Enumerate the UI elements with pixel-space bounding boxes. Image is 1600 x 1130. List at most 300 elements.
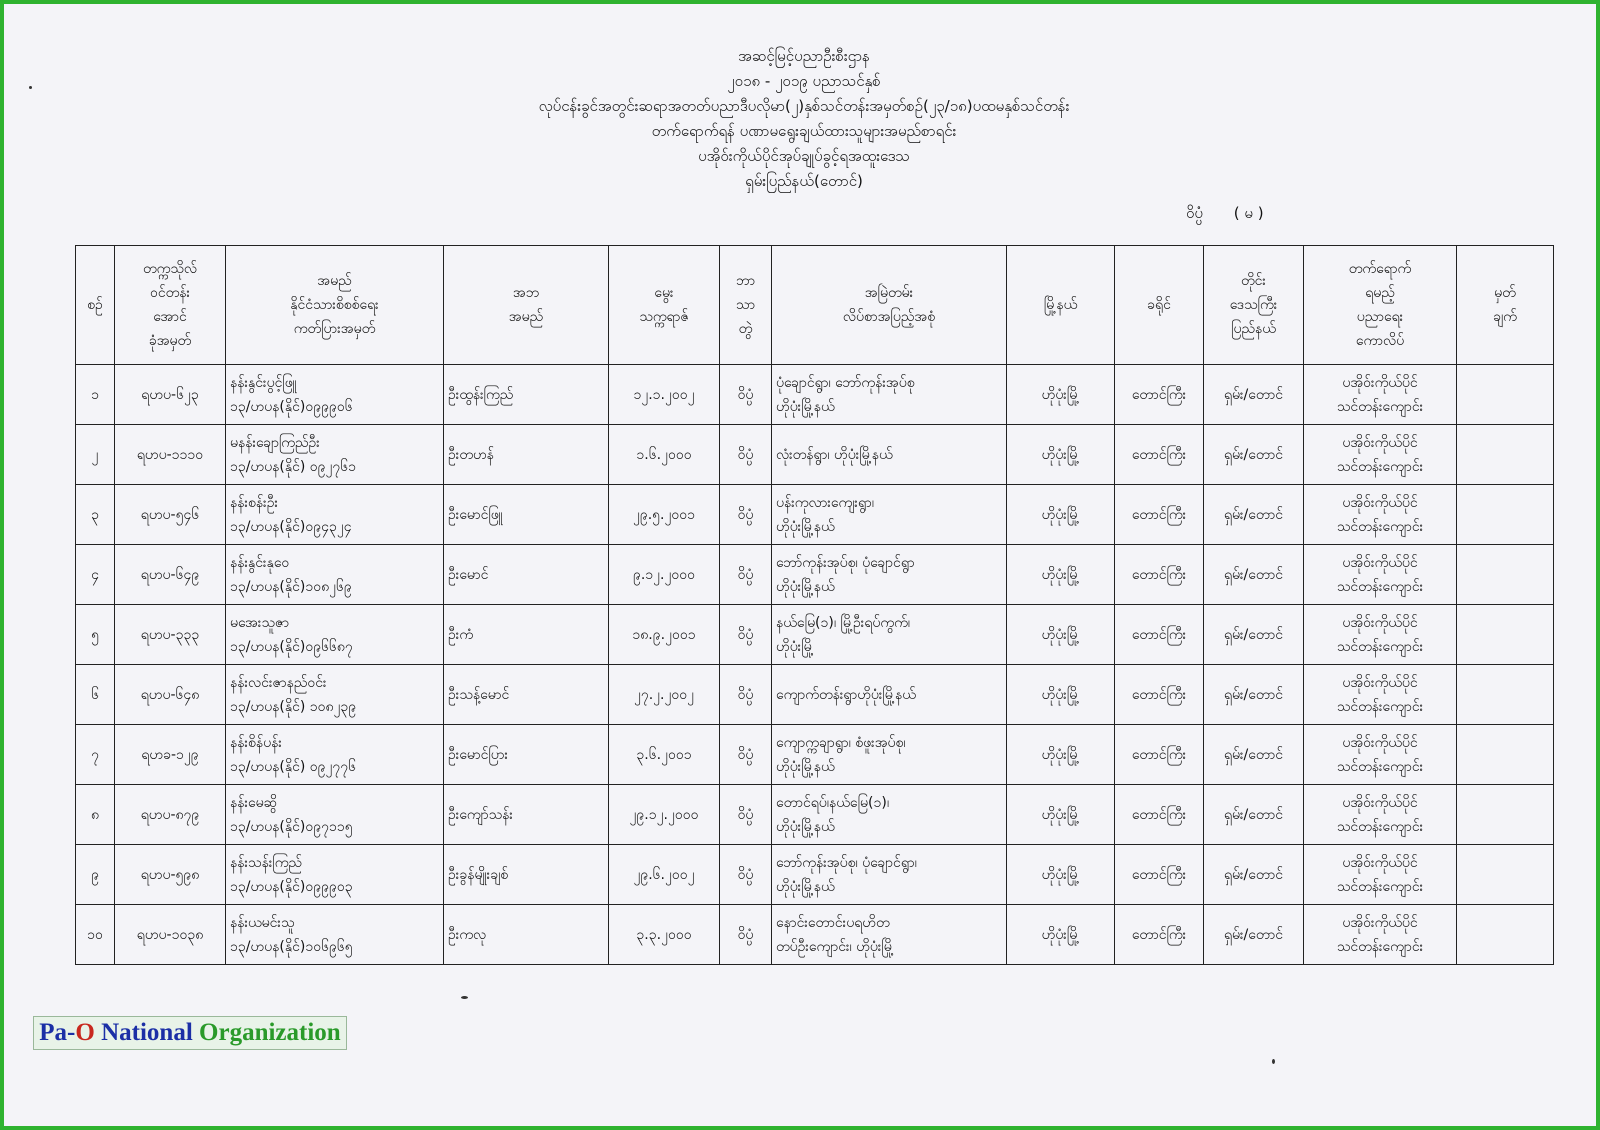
cell-district-text: တောင်ကြီး xyxy=(1131,566,1187,583)
column-header-text: ဘာ xyxy=(735,273,756,289)
gender-label: ဝိပ္ပံ xyxy=(1186,204,1203,222)
cell-serial-text: ၃ xyxy=(91,506,99,523)
cell-father-name xyxy=(444,485,609,545)
cell-father-name xyxy=(444,785,609,845)
cell-college xyxy=(1304,485,1457,545)
cell-serial xyxy=(76,725,115,785)
column-header xyxy=(1304,246,1457,365)
cell-state-text: ရှမ်း/တောင် xyxy=(1223,566,1284,583)
cell-college-text: ပအိုဝ်းကိုယ်ပိုင် xyxy=(1342,434,1418,451)
cell-serial-text: ၂ xyxy=(91,446,99,463)
cell-township xyxy=(1007,425,1115,485)
cell-serial-text: ၅ xyxy=(91,626,99,643)
cell-college xyxy=(1304,425,1457,485)
cell-father-name-text: ဦးကလု xyxy=(448,926,487,943)
scan-speck xyxy=(1272,1059,1275,1064)
cell-serial xyxy=(76,665,115,725)
cell-serial xyxy=(76,425,115,485)
cell-college-text: ပအိုဝ်းကိုယ်ပိုင် xyxy=(1342,854,1418,871)
column-header-text: သာ xyxy=(735,297,756,313)
cell-college-text: သင်တန်းကျောင်း xyxy=(1336,518,1424,535)
cell-college-text: ပအိုဝ်းကိုယ်ပိုင် xyxy=(1342,554,1418,571)
cell-state xyxy=(1204,605,1304,665)
cell-college-text: ပအိုဝ်းကိုယ်ပိုင် xyxy=(1342,494,1418,511)
cell-name-nrc-text: နန်းနွင်းပွင့်ဖြူ xyxy=(230,374,297,391)
column-header-text: အောင် xyxy=(153,309,187,325)
column-header-text: မြို့နယ် xyxy=(1043,297,1078,313)
cell-name-nrc-text: မနန်းချောကြည်ဦး xyxy=(230,434,320,451)
cell-date-of-birth-text: ၂၉.၅.၂၀၀၁ xyxy=(632,506,696,523)
column-header-text: အမည် xyxy=(317,273,352,289)
cell-state-text: ရှမ်း/တောင် xyxy=(1223,626,1284,643)
column-header-text: တိုင်း xyxy=(1241,273,1266,289)
cell-address xyxy=(772,905,1007,965)
header-line: ၂၀၁၈ - ၂၀၁၉ ပညာသင်နှစ် xyxy=(727,72,881,90)
cell-date-of-birth xyxy=(609,725,720,785)
cell-date-of-birth xyxy=(609,545,720,605)
table-row xyxy=(76,365,1554,425)
column-header-text: ခုံအမှတ် xyxy=(148,333,192,349)
column-header xyxy=(115,246,226,365)
cell-district-text: တောင်ကြီး xyxy=(1131,806,1187,823)
cell-district-text: တောင်ကြီး xyxy=(1131,746,1187,763)
cell-state xyxy=(1204,725,1304,785)
cell-subject-text: ဝိပ္ပံ xyxy=(737,806,754,823)
cell-district xyxy=(1115,725,1204,785)
cell-name-nrc xyxy=(226,425,444,485)
cell-district-text: တောင်ကြီး xyxy=(1131,686,1187,703)
logo-text-o: O xyxy=(75,1019,95,1046)
cell-date-of-birth-text: ၂၉.၆.၂၀၀၂ xyxy=(633,866,695,883)
cell-address-text: ဟိုပုံးမြို့ xyxy=(776,638,814,655)
cell-district xyxy=(1115,485,1204,545)
cell-township-text: ဟိုပုံးမြို့ xyxy=(1041,806,1080,823)
table-row xyxy=(76,845,1554,905)
cell-state xyxy=(1204,365,1304,425)
cell-college-text: သင်တန်းကျောင်း xyxy=(1336,938,1424,955)
column-header xyxy=(1204,246,1304,365)
cell-state xyxy=(1204,545,1304,605)
table-row xyxy=(76,425,1554,485)
cell-roll-number xyxy=(115,605,226,665)
document-header xyxy=(4,44,1600,194)
cell-remark xyxy=(1457,545,1554,605)
cell-serial-text: ၄ xyxy=(91,566,99,583)
column-header-text: သက္ကရာဇ် xyxy=(639,309,689,325)
column-header-text: စဉ် xyxy=(87,297,103,313)
cell-state-text: ရှမ်း/တောင် xyxy=(1223,926,1284,943)
cell-address-text: ဟိုပုံးမြို့နယ် xyxy=(776,758,835,775)
cell-remark xyxy=(1457,665,1554,725)
cell-remark xyxy=(1457,365,1554,425)
cell-college-text: ပအိုဝ်းကိုယ်ပိုင် xyxy=(1342,794,1418,811)
cell-serial-text: ၇ xyxy=(91,746,99,763)
cell-college-text: သင်တန်းကျောင်း xyxy=(1336,398,1424,415)
cell-college-text: ပအိုဝ်းကိုယ်ပိုင် xyxy=(1342,914,1418,931)
cell-roll-number-text: ရဟပ-၅၄၆ xyxy=(140,506,200,523)
cell-name-nrc-text: ၁၃/ဟပန(နိုင်)၁၀၆၉၆၅ xyxy=(230,938,353,955)
cell-state-text: ရှမ်း/တောင် xyxy=(1223,746,1284,763)
cell-address xyxy=(772,845,1007,905)
cell-remark xyxy=(1457,725,1554,785)
cell-roll-number xyxy=(115,665,226,725)
cell-roll-number-text: ရဟပ-၈၇၉ xyxy=(140,806,200,823)
cell-district-text: တောင်ကြီး xyxy=(1131,446,1187,463)
cell-name-nrc xyxy=(226,845,444,905)
column-header xyxy=(76,246,115,365)
cell-date-of-birth xyxy=(609,845,720,905)
cell-name-nrc xyxy=(226,365,444,425)
cell-address-text: ဟိုပုံးမြို့နယ် xyxy=(776,578,835,595)
cell-district xyxy=(1115,785,1204,845)
cell-township xyxy=(1007,725,1115,785)
cell-township-text: ဟိုပုံးမြို့ xyxy=(1041,506,1080,523)
column-header-text: ချက် xyxy=(1493,309,1517,325)
cell-subject-text: ဝိပ္ပံ xyxy=(737,926,754,943)
cell-college-text: သင်တန်းကျောင်း xyxy=(1336,458,1424,475)
cell-roll-number xyxy=(115,425,226,485)
cell-district xyxy=(1115,545,1204,605)
cell-college-text: ပအိုဝ်းကိုယ်ပိုင် xyxy=(1342,614,1418,631)
table-header xyxy=(76,246,1554,365)
cell-roll-number xyxy=(115,545,226,605)
table-row xyxy=(76,785,1554,845)
cell-district xyxy=(1115,905,1204,965)
cell-township xyxy=(1007,665,1115,725)
column-header xyxy=(226,246,444,365)
column-header-text: ပညာရေး xyxy=(1356,309,1404,325)
candidate-table xyxy=(75,245,1554,965)
cell-name-nrc-text: နန်းနွင်းနုဝေ xyxy=(230,554,290,571)
cell-college-text: သင်တန်းကျောင်း xyxy=(1336,758,1424,775)
cell-state-text: ရှမ်း/တောင် xyxy=(1223,686,1284,703)
cell-roll-number-text: ရဟပ-၁၀၃၈ xyxy=(136,926,204,943)
cell-father-name-text: ဦးထွန်းကြည် xyxy=(448,386,514,403)
cell-state xyxy=(1204,425,1304,485)
cell-name-nrc-text: နန်းယမင်းသူ xyxy=(230,914,295,931)
column-header xyxy=(1457,246,1554,365)
cell-remark xyxy=(1457,485,1554,545)
cell-date-of-birth xyxy=(609,665,720,725)
cell-father-name-text: ဦးခွန်မျိုးချစ် xyxy=(448,866,509,883)
cell-subject xyxy=(720,665,772,725)
cell-date-of-birth xyxy=(609,605,720,665)
cell-address-text: ဟိုပုံးမြို့နယ် xyxy=(776,518,835,535)
cell-college xyxy=(1304,545,1457,605)
cell-address-text: နောင်းတောင်းပရဟိတ xyxy=(776,914,890,931)
cell-college-text: ပအိုဝ်းကိုယ်ပိုင် xyxy=(1342,734,1418,751)
table-row xyxy=(76,905,1554,965)
cell-name-nrc-text: ၁၃/ဟပန(နိုင်)၀၉၄၃၂၄ xyxy=(230,518,352,535)
table-row xyxy=(76,725,1554,785)
cell-college xyxy=(1304,845,1457,905)
cell-serial-text: ၁ xyxy=(91,386,99,403)
cell-address-text: ဟိုပုံးမြို့နယ် xyxy=(776,878,835,895)
cell-remark xyxy=(1457,845,1554,905)
cell-date-of-birth xyxy=(609,905,720,965)
logo-text-pa: Pa- xyxy=(39,1019,76,1046)
cell-college-text: သင်တန်းကျောင်း xyxy=(1336,578,1424,595)
column-header-text: ဝင်တန်း xyxy=(149,285,191,301)
scan-speck xyxy=(461,996,468,999)
cell-name-nrc-text: ၁၃/ဟပန(နိုင်)၁၀၈၂၆၉ xyxy=(230,578,352,595)
cell-township-text: ဟိုပုံးမြို့ xyxy=(1041,866,1080,883)
cell-roll-number-text: ရဟပ-၁၁၁၀ xyxy=(136,446,204,463)
table-row xyxy=(76,485,1554,545)
logo-text-national: National xyxy=(94,1019,200,1046)
cell-college xyxy=(1304,725,1457,785)
cell-father-name xyxy=(444,845,609,905)
cell-subject-text: ဝိပ္ပံ xyxy=(737,386,754,403)
cell-roll-number-text: ရဟခ-၁၂၉ xyxy=(141,746,199,763)
cell-township xyxy=(1007,845,1115,905)
cell-name-nrc-text: ၁၃/ဟပန(နိုင်) ၁၀၈၂၃၉ xyxy=(230,698,357,715)
cell-roll-number-text: ရဟပ-၃၃၃ xyxy=(140,626,200,643)
cell-roll-number-text: ရဟပ-၅၉၈ xyxy=(140,866,200,883)
column-header-text: ပြည်နယ် xyxy=(1231,321,1276,337)
column-header-text: ကတ်ပြားအမှတ် xyxy=(293,321,376,337)
cell-college-text: ပအိုဝ်းကိုယ်ပိုင် xyxy=(1342,674,1418,691)
cell-state-text: ရှမ်း/တောင် xyxy=(1223,506,1284,523)
cell-serial-text: ၁၀ xyxy=(87,926,103,943)
column-header-text: အဘ xyxy=(512,285,540,301)
cell-township-text: ဟိုပုံးမြို့ xyxy=(1041,566,1080,583)
cell-address xyxy=(772,665,1007,725)
cell-name-nrc-text: ၁၃/ဟပန(နိုင်)၀၉၇၁၁၅ xyxy=(230,818,353,835)
header-line: အဆင့်မြင့်ပညာဦးစီးဌာန xyxy=(738,47,870,65)
column-header xyxy=(1115,246,1204,365)
cell-name-nrc-text: မအေးသူဇာ xyxy=(230,614,290,631)
cell-father-name xyxy=(444,665,609,725)
cell-township xyxy=(1007,605,1115,665)
cell-subject xyxy=(720,545,772,605)
cell-state xyxy=(1204,485,1304,545)
cell-father-name-text: ဦးမောင်ဖြူ xyxy=(448,506,503,523)
cell-date-of-birth-text: ၂၇.၂.၂၀၀၂ xyxy=(633,686,695,703)
column-header-text: တက္ကသိုလ် xyxy=(143,261,197,277)
cell-township xyxy=(1007,485,1115,545)
cell-roll-number-text: ရဟပ-၆၄၈ xyxy=(140,686,200,703)
cell-subject xyxy=(720,845,772,905)
cell-father-name xyxy=(444,425,609,485)
header-line: တက်ရောက်ရန် ပဏာမရွေးချယ်ထားသူများအမည်စာရင်း xyxy=(651,122,957,140)
cell-college-text: ပအိုဝ်းကိုယ်ပိုင် xyxy=(1342,374,1418,391)
cell-name-nrc-text: ၁၃/ဟပန(နိုင်) ၀၉၂၇၆၁ xyxy=(230,458,357,475)
cell-address-text: ဘော်ကုန်းအုပ်စု၊ ပုံချောင်ရွာ၊ xyxy=(776,854,917,871)
cell-state-text: ရှမ်း/တောင် xyxy=(1223,866,1284,883)
cell-father-name-text: ဦးကံ xyxy=(448,626,474,643)
cell-remark xyxy=(1457,785,1554,845)
cell-college-text: သင်တန်းကျောင်း xyxy=(1336,638,1424,655)
cell-college-text: သင်တန်းကျောင်း xyxy=(1336,878,1424,895)
cell-address xyxy=(772,725,1007,785)
cell-address xyxy=(772,485,1007,545)
cell-subject-text: ဝိပ္ပံ xyxy=(737,506,754,523)
cell-subject xyxy=(720,905,772,965)
column-header xyxy=(720,246,772,365)
cell-address xyxy=(772,545,1007,605)
column-header-text: ရမည့် xyxy=(1365,285,1395,301)
cell-date-of-birth xyxy=(609,365,720,425)
column-header-text: မှတ် xyxy=(1494,285,1516,301)
table-body xyxy=(76,365,1554,965)
cell-district xyxy=(1115,365,1204,425)
cell-serial xyxy=(76,605,115,665)
cell-date-of-birth xyxy=(609,785,720,845)
cell-state xyxy=(1204,665,1304,725)
column-header xyxy=(609,246,720,365)
cell-district xyxy=(1115,605,1204,665)
cell-state xyxy=(1204,845,1304,905)
header-line: ရှမ်းပြည်နယ်(တောင်) xyxy=(745,172,863,190)
cell-college xyxy=(1304,905,1457,965)
cell-roll-number xyxy=(115,785,226,845)
cell-date-of-birth-text: ၃.၃.၂၀၀၀ xyxy=(636,926,692,943)
column-header xyxy=(1007,246,1115,365)
cell-state-text: ရှမ်း/တောင် xyxy=(1223,446,1284,463)
cell-subject xyxy=(720,605,772,665)
cell-date-of-birth-text: ၃.၆.၂၀၀၁ xyxy=(636,746,692,763)
column-header-text: အမည် xyxy=(508,309,544,325)
cell-date-of-birth-text: ၁၈.၉.၂၀၀၁ xyxy=(632,626,696,643)
cell-township xyxy=(1007,785,1115,845)
cell-date-of-birth-text: ၉.၁၂.၂၀၀၀ xyxy=(632,566,696,583)
cell-subject xyxy=(720,425,772,485)
cell-district-text: တောင်ကြီး xyxy=(1131,866,1187,883)
cell-district-text: တောင်ကြီး xyxy=(1131,926,1187,943)
cell-address-text: ဟိုပုံးမြို့နယ် xyxy=(776,398,835,415)
column-header xyxy=(772,246,1007,365)
cell-serial xyxy=(76,545,115,605)
column-header-text: နိုင်ငံသားစိစစ်ရေး xyxy=(290,297,379,313)
cell-name-nrc-text: ၁၃/ဟပန(နိုင်)၀၉၉၉၀၆ xyxy=(230,398,353,415)
cell-district xyxy=(1115,425,1204,485)
cell-address-text: နယ်မြေ(၁)၊ မြို့ဦးရပ်ကွက်၊ xyxy=(776,614,910,631)
cell-township-text: ဟိုပုံးမြို့ xyxy=(1041,686,1080,703)
cell-address-text: ကျောက်တန်းရွာဟိုပုံးမြို့နယ် xyxy=(776,686,916,703)
column-header xyxy=(444,246,609,365)
cell-address-text: ကျောက္ကချာရွာ၊ စံဖူးအုပ်စု၊ xyxy=(776,734,906,751)
cell-district-text: တောင်ကြီး xyxy=(1131,386,1187,403)
cell-name-nrc-text: ၁၃/ဟပန(နိုင်)၀၉၆၆၈၇ xyxy=(230,638,353,655)
cell-township-text: ဟိုပုံးမြို့ xyxy=(1041,746,1080,763)
cell-date-of-birth-text: ၂၉.၁၂.၂၀၀၀ xyxy=(629,806,699,823)
cell-township-text: ဟိုပုံးမြို့ xyxy=(1041,446,1080,463)
cell-subject-text: ဝိပ္ပံ xyxy=(737,626,754,643)
column-header-text: ဒေသကြီး xyxy=(1229,297,1278,313)
cell-address-text: ပန်းကုလားကျေးရွာ၊ xyxy=(776,494,874,511)
cell-serial xyxy=(76,365,115,425)
cell-roll-number xyxy=(115,905,226,965)
cell-college xyxy=(1304,605,1457,665)
cell-subject-text: ဝိပ္ပံ xyxy=(737,446,754,463)
header-row xyxy=(76,246,1554,365)
cell-roll-number xyxy=(115,365,226,425)
cell-father-name-text: ဦးမောင်ပြား xyxy=(448,746,509,763)
cell-state xyxy=(1204,785,1304,845)
cell-state xyxy=(1204,905,1304,965)
cell-remark xyxy=(1457,425,1554,485)
cell-father-name-text: ဦးကျော်သန်း xyxy=(448,806,513,823)
cell-subject xyxy=(720,725,772,785)
cell-name-nrc xyxy=(226,725,444,785)
table-row xyxy=(76,605,1554,665)
cell-state-text: ရှမ်း/တောင် xyxy=(1223,806,1284,823)
cell-serial-text: ၉ xyxy=(91,866,99,883)
cell-subject xyxy=(720,785,772,845)
cell-serial-text: ၈ xyxy=(91,806,99,823)
scan-speck xyxy=(29,86,32,89)
cell-township xyxy=(1007,545,1115,605)
cell-subject-text: ဝိပ္ပံ xyxy=(737,866,754,883)
cell-father-name xyxy=(444,725,609,785)
cell-township-text: ဟိုပုံးမြို့ xyxy=(1041,626,1080,643)
organization-logo xyxy=(33,1016,347,1050)
cell-serial xyxy=(76,845,115,905)
cell-name-nrc xyxy=(226,605,444,665)
table-row xyxy=(76,665,1554,725)
cell-subject-text: ဝိပ္ပံ xyxy=(737,746,754,763)
header-line: လုပ်ငန်းခွင်အတွင်းဆရာအတတ်ပညာဒီပလိုမာ(၂)နှစ်သင်တန်းအမှတ်စဉ်(၂၃/၁၈)ပထမနှစ်သင်တန်း xyxy=(538,97,1070,115)
cell-roll-number xyxy=(115,725,226,785)
cell-name-nrc xyxy=(226,545,444,605)
gender-line xyxy=(1186,204,1264,226)
cell-remark xyxy=(1457,905,1554,965)
cell-father-name-text: ဦးသန့်မောင် xyxy=(448,686,510,703)
cell-address xyxy=(772,365,1007,425)
cell-name-nrc xyxy=(226,665,444,725)
cell-township-text: ဟိုပုံးမြို့ xyxy=(1041,926,1080,943)
cell-serial-text: ၆ xyxy=(91,686,99,703)
column-header-text: မွေး xyxy=(654,285,674,301)
cell-subject xyxy=(720,485,772,545)
cell-name-nrc xyxy=(226,785,444,845)
cell-remark xyxy=(1457,605,1554,665)
cell-address-text: တောင်ရပ်၊နယ်မြေ(၁)၊ xyxy=(776,794,890,811)
cell-address xyxy=(772,605,1007,665)
cell-name-nrc-text: နန်းသန်းကြည် xyxy=(230,854,302,871)
column-header-text: ကောလိပ် xyxy=(1355,333,1405,349)
cell-roll-number-text: ရဟပ-၆၄၉ xyxy=(140,566,200,583)
cell-township xyxy=(1007,905,1115,965)
cell-address-text: တပ်ဦးကျောင်း၊ ဟိုပုံးမြို့ xyxy=(776,938,894,955)
cell-name-nrc-text: ၁၃/ဟပန(နိုင်)၀၉၉၉၀၃ xyxy=(230,878,353,895)
cell-college-text: သင်တန်းကျောင်း xyxy=(1336,698,1424,715)
cell-state-text: ရှမ်း/တောင် xyxy=(1223,386,1284,403)
cell-college xyxy=(1304,665,1457,725)
cell-address-text: ဘော်ကုန်းအုပ်စု၊ ပုံချောင်ရွာ xyxy=(776,554,915,571)
cell-address-text: ပုံချောင်ရွာ၊ ဘော်ကုန်းအုပ်စု xyxy=(776,374,915,391)
cell-district-text: တောင်ကြီး xyxy=(1131,506,1187,523)
cell-subject xyxy=(720,365,772,425)
cell-roll-number-text: ရဟပ-၆၂၃ xyxy=(141,386,199,403)
cell-date-of-birth-text: ၁၂.၁.၂၀၀၂ xyxy=(633,386,695,403)
cell-date-of-birth xyxy=(609,485,720,545)
cell-township-text: ဟိုပုံးမြို့ xyxy=(1041,386,1080,403)
cell-college xyxy=(1304,365,1457,425)
column-header-text: တက်ရောက် xyxy=(1348,261,1412,277)
cell-name-nrc-text: ၁၃/ဟပန(နိုင်) ၀၉၂၇၇၆ xyxy=(230,758,357,775)
column-header-text: ခရိုင် xyxy=(1147,297,1171,313)
cell-college xyxy=(1304,785,1457,845)
cell-district xyxy=(1115,845,1204,905)
cell-father-name xyxy=(444,365,609,425)
cell-date-of-birth xyxy=(609,425,720,485)
cell-father-name-text: ဦးတဟန် xyxy=(448,446,494,463)
cell-roll-number xyxy=(115,845,226,905)
table-row xyxy=(76,545,1554,605)
cell-name-nrc-text: နန်းစန်းဦး xyxy=(230,494,279,511)
